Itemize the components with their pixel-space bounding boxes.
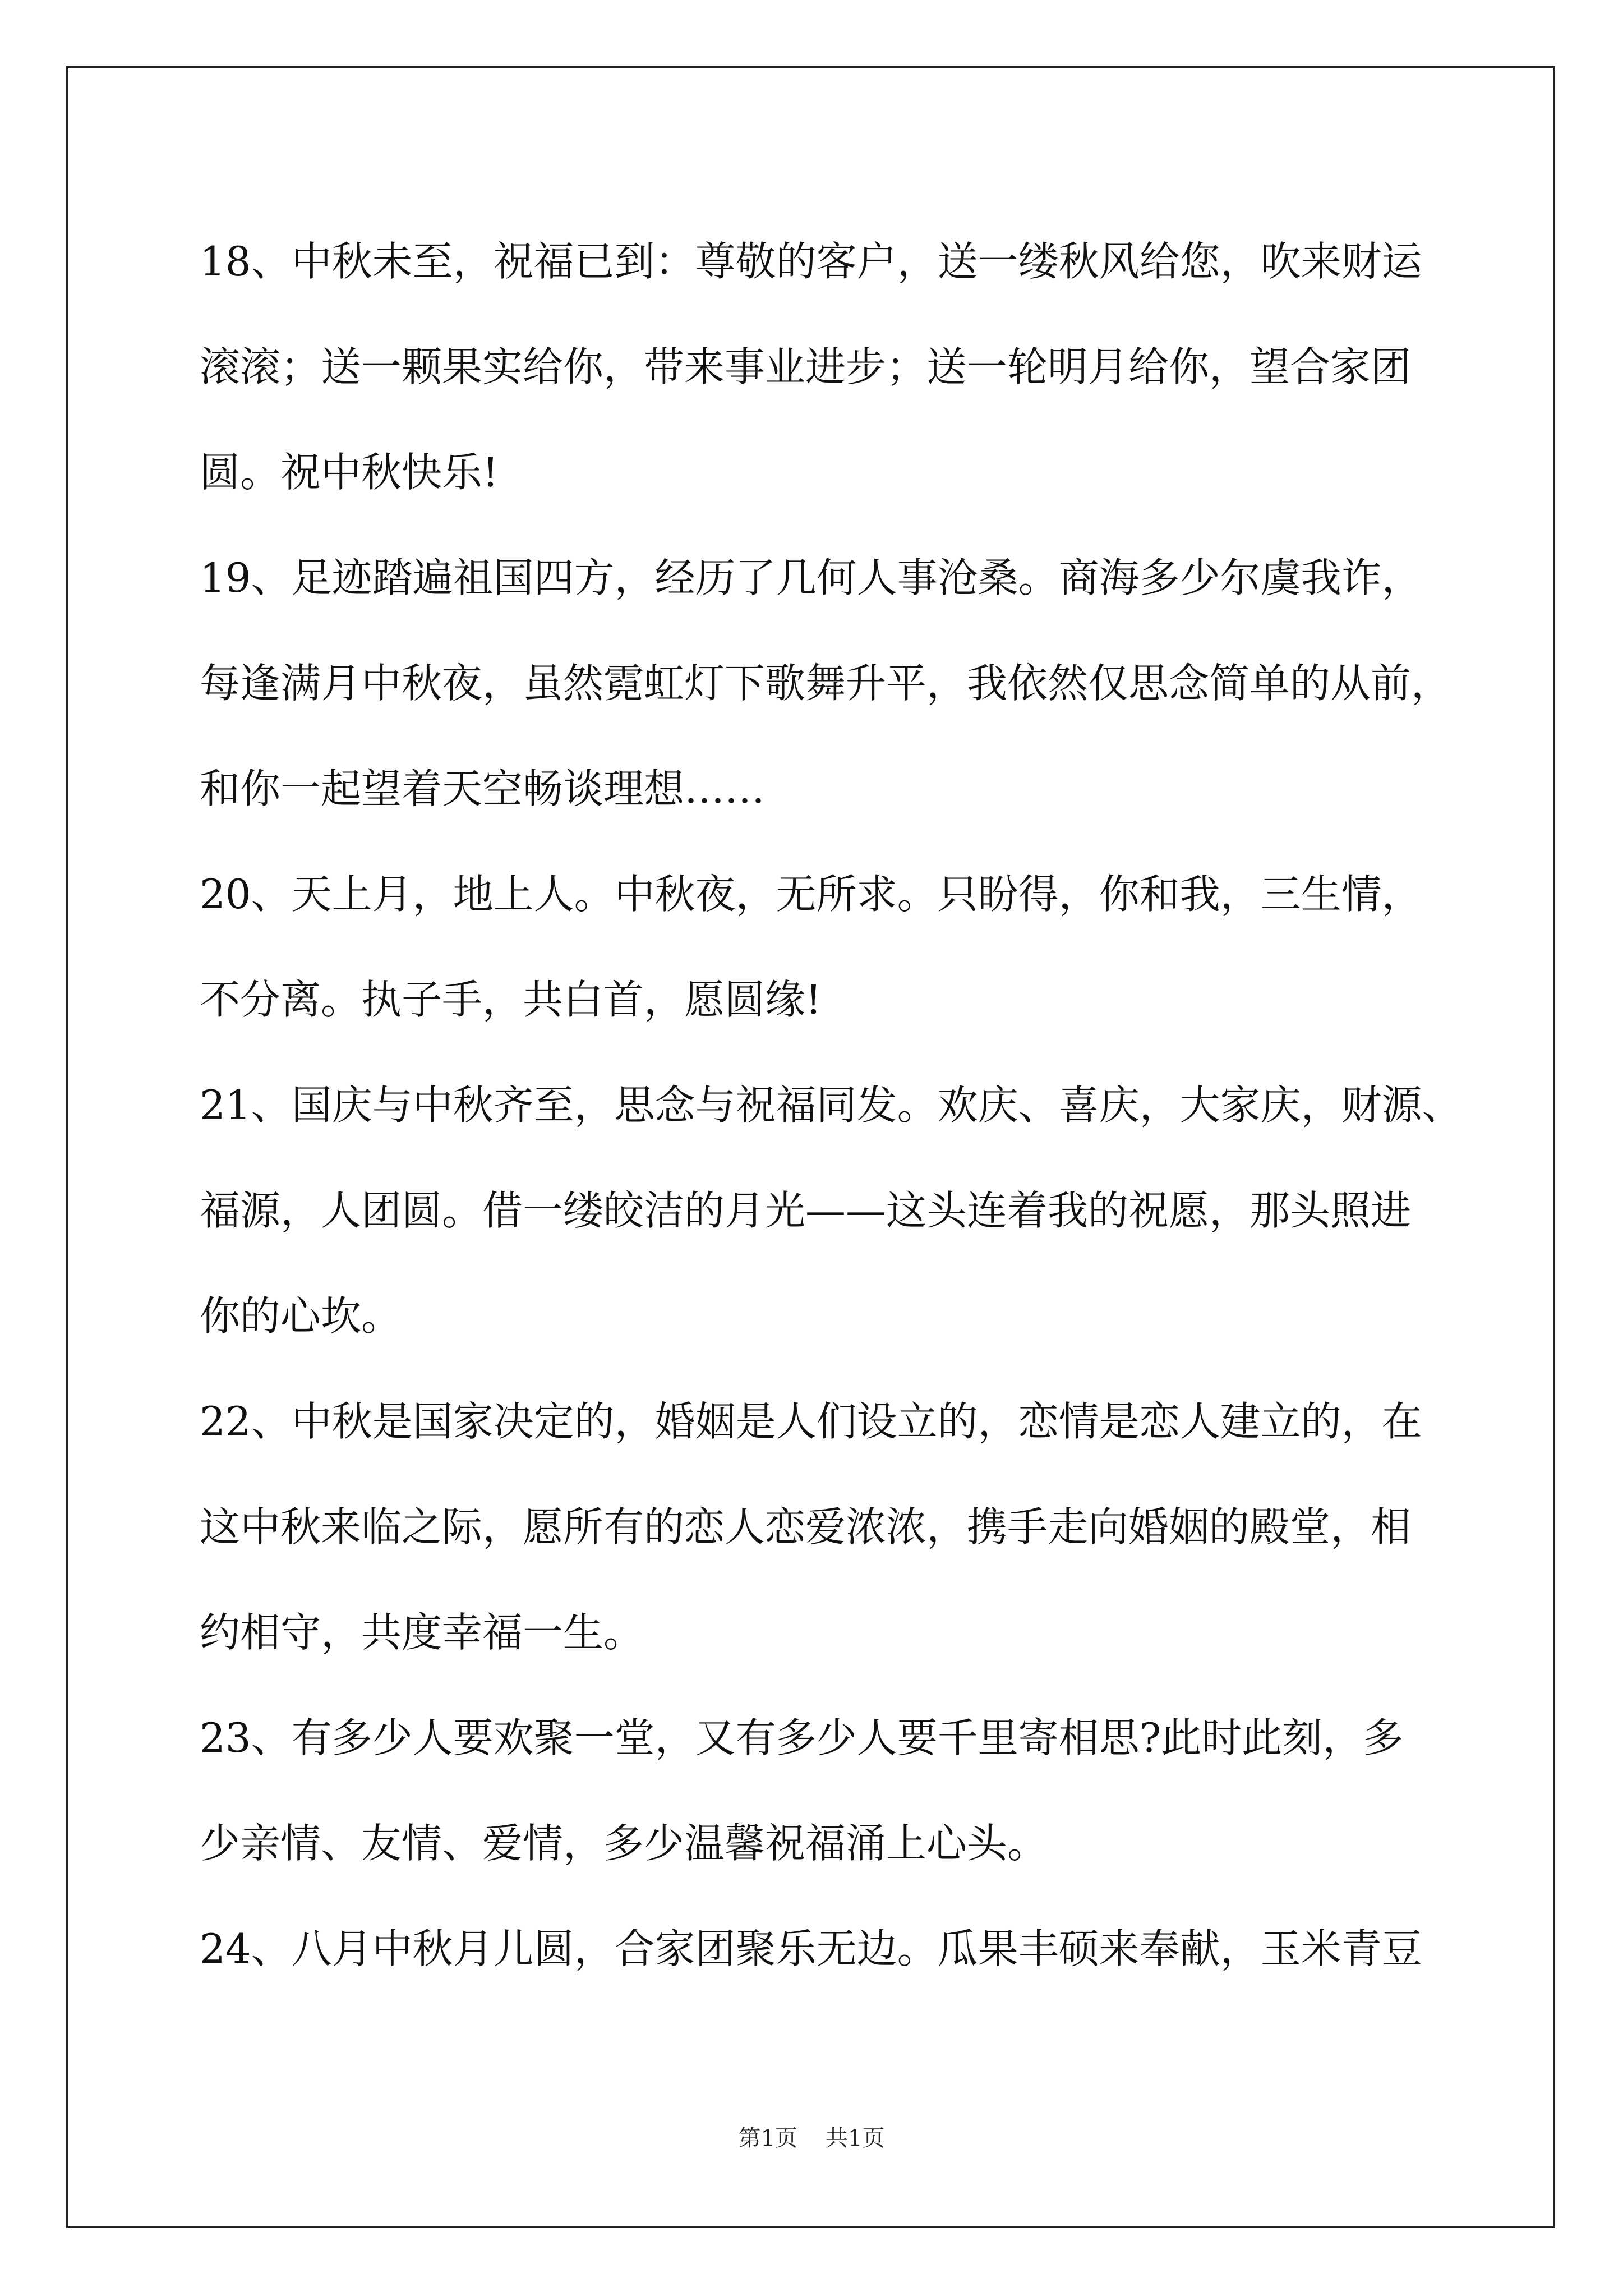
text-line: 每逢满月中秋夜，虽然霓虹灯下歌舞升平，我依然仅思念简单的从前， [200, 660, 1452, 707]
text-line: 18、中秋未至，祝福已到：尊敬的客户，送一缕秋风给您，吹来财运 [200, 238, 1422, 285]
text-line: 滚滚；送一颗果实给你，带来事业进步；送一轮明月给你，望合家团 [200, 343, 1412, 390]
page-footer [0, 2120, 1623, 2152]
text-line: 你的心坎。 [200, 1292, 402, 1340]
text-line: 福源，人团圆。借一缕皎洁的月光——这头连着我的祝愿，那头照进 [200, 1187, 1412, 1234]
text-line: 不分离。执子手，共白首，愿圆缘! [200, 976, 822, 1023]
document-body [200, 209, 1463, 2001]
text-line: 约相守，共度幸福一生。 [200, 1609, 644, 1656]
text-line: 这中秋来临之际，愿所有的恋人恋爱浓浓，携手走向婚姻的殿堂，相 [200, 1503, 1412, 1550]
text-line: 少亲情、友情、爱情，多少温馨祝福涌上心头。 [200, 1820, 1048, 1867]
text-line: 20、天上月，地上人。中秋夜，无所求。只盼得，你和我，三生情， [200, 871, 1422, 918]
text-line: 24、八月中秋月儿圆，合家团聚乐无边。瓜果丰硕来奉献，玉米青豆 [200, 1925, 1422, 1972]
page-number-total: 共1页 [826, 2125, 885, 2151]
text-line: 22、中秋是国家决定的，婚姻是人们设立的，恋情是恋人建立的，在 [200, 1398, 1422, 1445]
text-line: 23、有多少人要欢聚一堂，又有多少人要千里寄相思?此时此刻，多 [200, 1714, 1404, 1761]
text-line: 圆。祝中秋快乐! [200, 449, 499, 496]
text-line: 19、足迹踏遍祖国四方，经历了几何人事沧桑。商海多少尔虞我诈， [200, 554, 1422, 601]
page-number-current: 第1页 [738, 2125, 797, 2151]
text-line: 和你一起望着天空畅谈理想…… [200, 765, 766, 812]
text-line: 21、国庆与中秋齐至，思念与祝福同发。欢庆、喜庆，大家庆，财源、 [200, 1082, 1463, 1129]
